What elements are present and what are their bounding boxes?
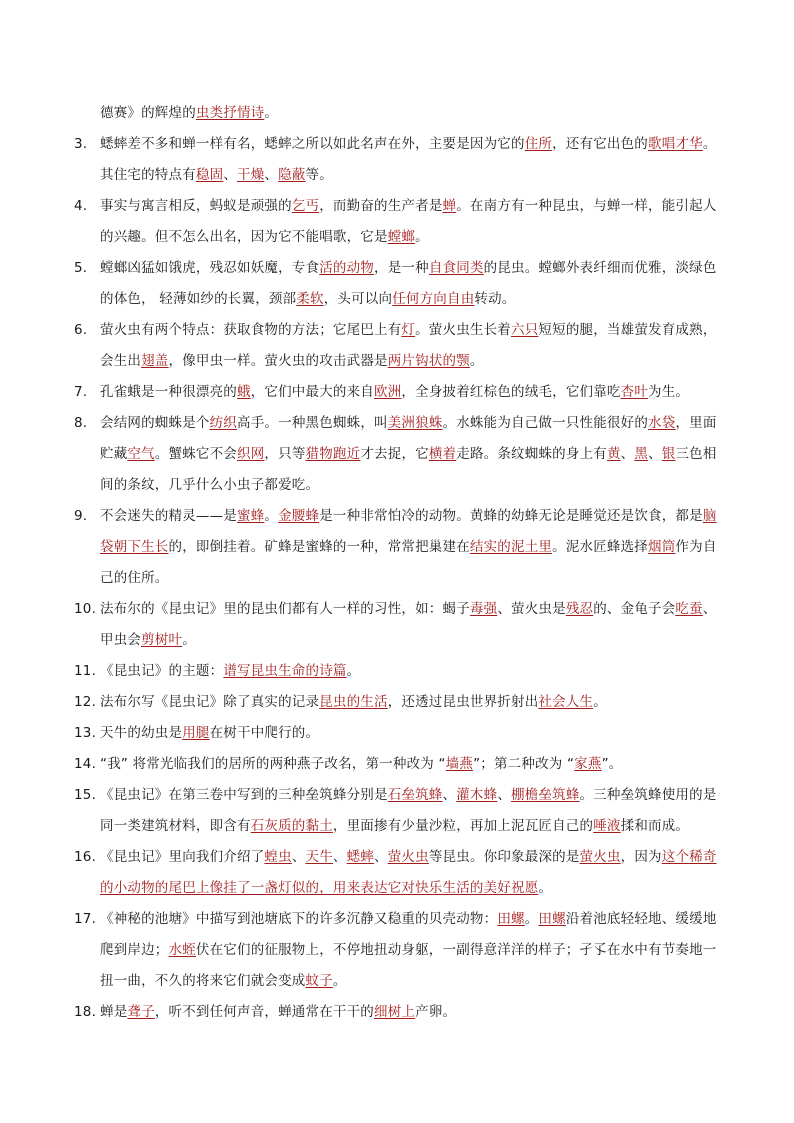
answer-text: 杏叶 xyxy=(620,384,649,400)
question-text: ”。 xyxy=(601,756,623,772)
question-text: ，像甲虫一样。萤火虫的攻击武器是 xyxy=(168,353,388,369)
question-text: 、 xyxy=(648,446,662,462)
answer-text: 金腰蜂 xyxy=(278,508,320,524)
answer-text: 虫类抒情诗 xyxy=(195,105,265,121)
answer-text: 螳螂 xyxy=(387,229,416,245)
question-text: 。 xyxy=(332,973,347,989)
answer-text: 用腿 xyxy=(182,725,210,741)
answer-text: 这个稀奇的小动物的尾巴上像挂了一盏灯似的，用来表达它对快乐生活的美好祝愿 xyxy=(100,849,717,896)
question-text: 。 xyxy=(264,508,279,524)
question-text: 伏在它们的征服物上，不停地扭动身躯，一副得意洋洋的样子；孑孓在水中有节奏地一扭一曲，不久的将来它们就会变成 xyxy=(100,942,717,989)
answer-text: 墙燕 xyxy=(445,756,474,772)
answer-text: 唾液 xyxy=(593,818,621,834)
question-number: 11. xyxy=(74,663,97,679)
question-text: 。 xyxy=(264,105,279,121)
question-text: 、 xyxy=(223,167,238,183)
question-text: 。蟹蛛它不会 xyxy=(154,446,238,462)
question-text: 孔雀蛾是一种很漂亮的 xyxy=(100,384,237,400)
question-item xyxy=(74,253,724,315)
question-text: 转动。 xyxy=(474,291,516,307)
answer-text: 自食同类 xyxy=(428,260,484,276)
answer-text: 萤火虫 xyxy=(387,849,429,865)
question-number: 13. xyxy=(74,725,97,741)
question-item xyxy=(74,656,724,687)
question-text: ，头可以向 xyxy=(323,291,393,307)
question-text: 。 xyxy=(182,632,196,648)
question-text: 会结网的蜘蛛是个 xyxy=(100,415,210,431)
answer-text: 田螺 xyxy=(497,911,525,927)
answer-text: 水袋 xyxy=(648,415,676,431)
question-text: 产卵。 xyxy=(415,1004,457,1020)
answer-text: 灌木蜂 xyxy=(456,787,498,803)
question-number: 5. xyxy=(74,260,88,276)
question-text: 沿着池底轻轻地、缓缓地爬到岸边； xyxy=(100,911,717,958)
question-text: 。泥水匠蜂选择 xyxy=(552,539,649,555)
answer-text: 田螺 xyxy=(538,911,566,927)
question-text: 。 xyxy=(524,911,539,927)
answer-text: 昆虫的生活 xyxy=(319,694,388,710)
question-text: 蟋蟀差不多和蝉一样有名，蟋蟀之所以如此名声在外，主要是因为它的 xyxy=(100,136,525,152)
question-text: 。水蛛能为自己做一只性能很好的 xyxy=(442,415,649,431)
answer-text: 蛾 xyxy=(237,384,251,400)
question-text: 。 xyxy=(469,353,484,369)
answer-text: 稳固 xyxy=(195,167,224,183)
question-text: 事实与寓言相反，蚂蚁是顽强的 xyxy=(100,198,292,214)
answer-text: 烟筒 xyxy=(648,539,676,555)
answer-text: 歌唱才华 xyxy=(648,136,703,152)
question-text: 。萤火虫生长着 xyxy=(415,322,512,338)
question-text: 、 xyxy=(497,787,512,803)
answer-text: 社会人生 xyxy=(538,694,594,710)
answer-text: 翅盖 xyxy=(141,353,169,369)
question-text: 、 xyxy=(291,849,306,865)
question-text: 、 xyxy=(620,446,635,462)
question-number: 14. xyxy=(74,756,97,772)
answer-text: 美洲狼蛛 xyxy=(387,415,443,431)
question-text: 作为自己的住所。 xyxy=(100,539,717,586)
question-text: 高手。一种黑色蜘蛛，叫 xyxy=(237,415,388,431)
answer-text: 石垒筑蜂 xyxy=(387,787,443,803)
question-item xyxy=(74,780,724,842)
answer-text: 天牛 xyxy=(305,849,333,865)
question-item xyxy=(74,315,724,377)
answer-text: 蚊子 xyxy=(305,973,333,989)
answer-text: 剪树叶 xyxy=(141,632,183,648)
question-text: 《神秘的池塘》中描写到池塘底下的许多沉静又稳重的贝壳动物： xyxy=(100,911,498,927)
question-item xyxy=(74,408,724,501)
question-item xyxy=(74,842,724,904)
question-text: 萤火虫有两个特点：获取食物的方法；它尾巴上有 xyxy=(100,322,402,338)
question-number: 3. xyxy=(74,136,88,152)
answer-text: 两片钩状的颚 xyxy=(387,353,470,369)
answer-text: 隐蔽 xyxy=(278,167,306,183)
answer-text: 家燕 xyxy=(574,756,602,772)
answer-text: 纺织 xyxy=(209,415,238,431)
question-text: 。 xyxy=(415,229,429,245)
answer-text: 毒强 xyxy=(469,601,498,617)
question-number: 8. xyxy=(74,415,88,431)
answer-text: 石灰质的黏土 xyxy=(250,818,333,834)
question-number: 16. xyxy=(74,849,97,865)
question-text: ，听不到任何声音，蝉通常在干干的 xyxy=(154,1004,375,1020)
question-text: ，只等 xyxy=(264,446,306,462)
question-number: 12. xyxy=(74,694,97,710)
question-number: 15. xyxy=(74,787,97,803)
question-number: 17. xyxy=(74,911,97,927)
question-text: 《昆虫记》在第三卷中写到的三种垒筑蜂分别是 xyxy=(100,787,388,803)
question-text: 、甲虫会 xyxy=(100,601,717,648)
question-number: 7. xyxy=(74,384,88,400)
question-text: 、 xyxy=(264,167,279,183)
question-text: 三色相间的条纹，几乎什么小虫子都爱吃。 xyxy=(100,446,717,493)
answer-text: 活的动物 xyxy=(319,260,375,276)
question-item xyxy=(74,98,724,129)
question-text: 等。 xyxy=(305,167,333,183)
answer-text: 黄 xyxy=(606,446,621,462)
question-text: 《昆虫记》的主题： xyxy=(100,663,224,679)
question-text: “我” 将常光临我们的居所的两种燕子改名，第一种改为 “ xyxy=(100,756,446,772)
question-item xyxy=(74,718,724,749)
question-text: ，而勤奋的生产者是 xyxy=(319,198,443,214)
answer-text: 结实的泥土里 xyxy=(469,539,553,555)
question-item xyxy=(74,749,724,780)
question-text: 短短的腿，当雄萤发育成熟，会生出 xyxy=(100,322,717,369)
answer-text: 残忍 xyxy=(565,601,594,617)
question-text: 。其住宅的特点有 xyxy=(100,136,717,183)
answer-text: 脑袋朝下生长 xyxy=(100,508,717,555)
question-text: 、 xyxy=(442,787,457,803)
question-text: 、萤火虫是 xyxy=(497,601,566,617)
answer-text: 聋子 xyxy=(127,1004,155,1020)
question-number: 4. xyxy=(74,198,88,214)
question-text: 。 xyxy=(593,694,607,710)
answer-text: 蜜蜂 xyxy=(237,508,265,524)
question-text: 揉和而成。 xyxy=(620,818,690,834)
answer-text: 细树上 xyxy=(374,1004,416,1020)
question-text: 为生。 xyxy=(648,384,690,400)
question-text: 不会迷失的精灵——是 xyxy=(100,508,237,524)
question-item xyxy=(74,687,724,718)
question-text: ，还透过昆虫世界折射出 xyxy=(387,694,539,710)
question-item xyxy=(74,129,724,191)
answer-text: 蝉 xyxy=(442,198,457,214)
answer-text: 黑 xyxy=(634,446,649,462)
question-text: 天牛的幼虫是 xyxy=(100,725,183,741)
question-text: ，里面掺有少量沙粒，再加上泥瓦匠自己的 xyxy=(332,818,594,834)
question-text: 法布尔写《昆虫记》除了真实的记录 xyxy=(100,694,320,710)
answer-text: 柔软 xyxy=(296,291,324,307)
question-item xyxy=(74,594,724,656)
answer-text: 住所 xyxy=(524,136,553,152)
question-text: 等昆虫。你印象最深的是 xyxy=(428,849,580,865)
answer-text: 乞丐 xyxy=(291,198,320,214)
answer-text: 棚檐垒筑蜂 xyxy=(511,787,580,803)
question-item xyxy=(74,904,724,997)
question-item xyxy=(74,191,724,253)
question-text: ，它们中最大的来自 xyxy=(250,384,375,400)
question-text: 在树干中爬行的。 xyxy=(209,725,320,741)
question-number: 9. xyxy=(74,508,88,524)
question-text: ”；第二种改为 “ xyxy=(473,756,575,772)
question-text: 、 xyxy=(332,849,347,865)
answer-text: 干燥 xyxy=(237,167,265,183)
answer-text: 蝗虫 xyxy=(264,849,292,865)
answer-text: 灯 xyxy=(401,322,416,338)
question-text: 、 xyxy=(374,849,388,865)
question-text: ，是一种 xyxy=(374,260,429,276)
question-number: 6. xyxy=(74,322,88,338)
question-text: 才去捉，它 xyxy=(360,446,429,462)
answer-text: 六只 xyxy=(511,322,539,338)
question-text: 。三种垒筑蜂使用的是同一类建筑材料，即含有 xyxy=(100,787,717,834)
answer-text: 空气 xyxy=(127,446,155,462)
question-text: 。在南方有一种昆虫，与蝉一样，能引起人的兴趣。但不怎么出名，因为它不能唱歌，它是 xyxy=(100,198,717,245)
answer-text: 谱写昆虫生命的诗篇 xyxy=(223,663,347,679)
question-text: 法布尔的《昆虫记》里的昆虫们都有人一样的习性，如：蝎子 xyxy=(100,601,470,617)
question-text: 走路。条纹蜘蛛的身上有 xyxy=(456,446,607,462)
question-text: ，还有它出色的 xyxy=(552,136,649,152)
question-text: 。 xyxy=(346,663,361,679)
question-text: ，全身披着红棕色的绒毛，它们靠吃 xyxy=(401,384,621,400)
question-text: 的、金龟子会 xyxy=(593,601,676,617)
question-item xyxy=(74,997,724,1028)
question-number: 18. xyxy=(74,1004,97,1020)
question-text: 螳螂凶猛如饿虎，残忍如妖魔，专食 xyxy=(100,260,320,276)
question-item xyxy=(74,377,724,408)
question-text: ，因为 xyxy=(620,849,662,865)
answer-text: 吃蚕 xyxy=(675,601,703,617)
answer-text: 萤火虫 xyxy=(579,849,621,865)
answer-text: 银 xyxy=(661,446,676,462)
answer-text: 欧洲 xyxy=(374,384,402,400)
answer-text: 织网 xyxy=(237,446,265,462)
question-text: 是一种非常怕冷的动物。黄蜂的幼蜂无论是睡觉还是饮食，都是 xyxy=(319,508,703,524)
question-text: 的，即倒挂着。矿蜂是蜜蜂的一种，常常把巢建在 xyxy=(168,539,470,555)
question-text: 《昆虫记》里向我们介绍了 xyxy=(100,849,265,865)
question-text: 的昆虫。螳螂外表纤细而优雅，淡绿色的体色， 轻薄如纱的长翼，颈部 xyxy=(100,260,717,307)
question-text: ，里面贮藏 xyxy=(100,415,717,462)
question-number: 10. xyxy=(74,601,97,617)
question-text: 德赛》的辉煌的 xyxy=(100,105,196,121)
answer-text: 猎物跑近 xyxy=(305,446,361,462)
answer-text: 横着 xyxy=(428,446,457,462)
question-text: 蝉是 xyxy=(100,1004,128,1020)
answer-text: 蟋蟀 xyxy=(346,849,375,865)
question-item xyxy=(74,501,724,594)
question-text: 。 xyxy=(538,880,553,896)
answer-text: 任何方向自由 xyxy=(392,291,475,307)
answer-text: 水蛭 xyxy=(168,942,196,958)
